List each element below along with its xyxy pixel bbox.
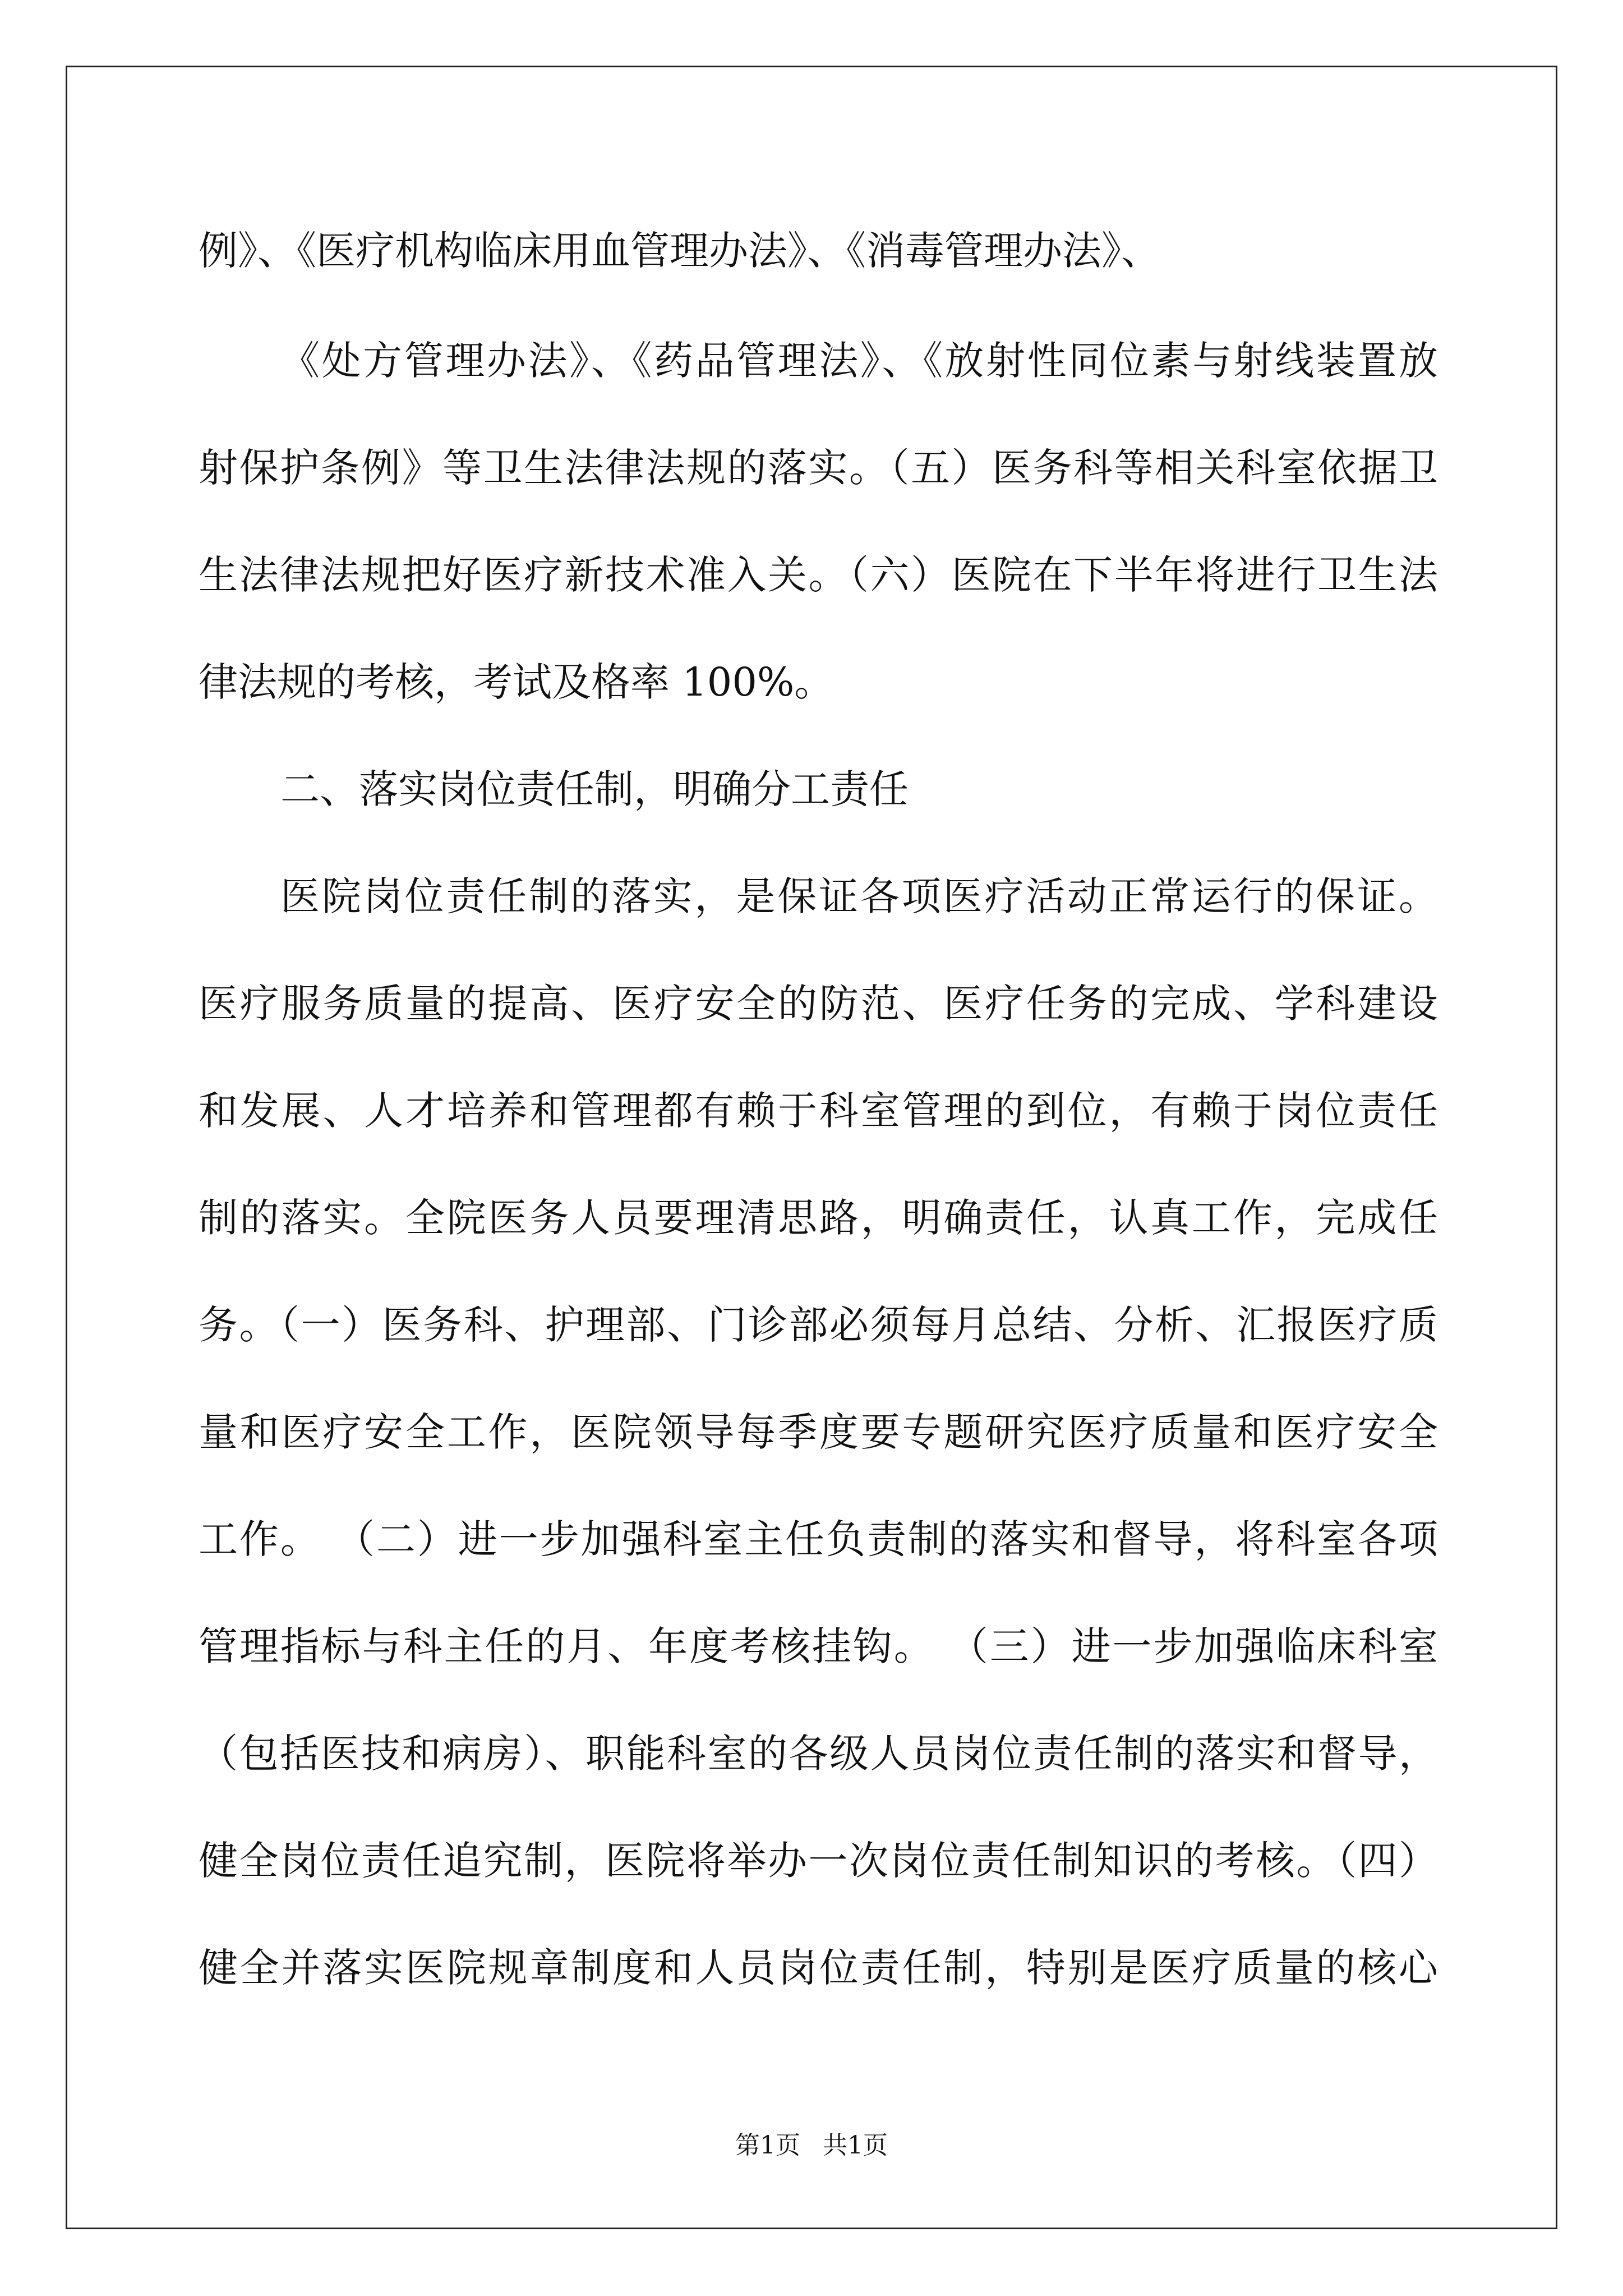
section-heading: 二、落实岗位责任制，明确分工责任 xyxy=(280,766,909,812)
page-total: 共1页 xyxy=(823,2131,888,2160)
text-line-17: 健全并落实医院规章制度和人员岗位责任制，特别是医疗质量的核心 xyxy=(199,1945,1438,1991)
text-line-15: （包括医技和病房）、职能科室的各级人员岗位责任制的落实和督导， xyxy=(199,1731,1438,1777)
text-line-4: 生法律法规把好医疗新技术准入关。（六）医院在下半年将进行卫生法 xyxy=(199,552,1438,598)
text-line-12: 量和医疗安全工作，医院领导每季度要专题研究医疗质量和医疗安全 xyxy=(199,1409,1438,1455)
text-line-7: 医院岗位责任制的落实，是保证各项医疗活动正常运行的保证。 xyxy=(280,873,1438,919)
page-number: 第1页 xyxy=(735,2131,800,2160)
text-line-14: 管理指标与科主任的月、年度考核挂钩。 （三）进一步加强临床科室 xyxy=(199,1623,1438,1669)
text-line-1: 例》、《医疗机构临床用血管理办法》、《消毒管理办法》、 xyxy=(199,228,1160,274)
text-line-2: 《处方管理办法》、《药品管理法》、《放射性同位素与射线装置放 xyxy=(280,338,1438,384)
text-line-13: 工作。 （二）进一步加强科室主任负责制的落实和督导，将科室各项 xyxy=(199,1516,1438,1562)
text-line-9: 和发展、人才培养和管理都有赖于科室管理的到位，有赖于岗位责任 xyxy=(199,1088,1438,1134)
text-line-11: 务。（一）医务科、护理部、门诊部必须每月总结、分析、汇报医疗质 xyxy=(199,1302,1438,1348)
text-line-8: 医疗服务质量的提高、医疗安全的防范、医疗任务的完成、学科建设 xyxy=(199,981,1438,1027)
text-line-5: 律法规的考核，考试及格率 100%。 xyxy=(199,659,834,705)
text-line-16: 健全岗位责任追究制，医院将举办一次岗位责任制知识的考核。（四） xyxy=(199,1838,1438,1884)
text-line-3: 射保护条例》等卫生法律法规的落实。（五）医务科等相关科室依据卫 xyxy=(199,445,1438,491)
page-footer xyxy=(0,2129,1623,2162)
text-line-10: 制的落实。全院医务人员要理清思路，明确责任，认真工作，完成任 xyxy=(199,1195,1438,1241)
